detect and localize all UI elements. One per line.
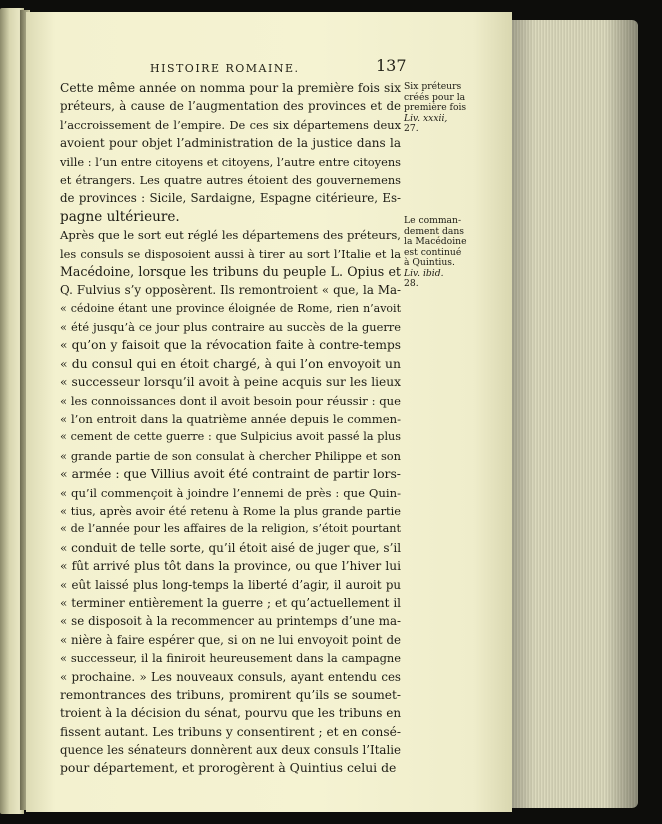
text-line: « conduit de telle sorte, qu’il étoit aisé de juger que, s’il: [60, 540, 402, 555]
note-line: dement dans: [404, 225, 464, 237]
running-header: HISTOIRE ROMAINE.: [150, 62, 300, 75]
text-line: quence les sénateurs donnèrent aux deux consuls l’Italie: [60, 743, 401, 758]
text-line: « cement de cette guerre : que Sulpicius avoit passé la plus: [60, 430, 401, 444]
text-line: « prochaine. » Les nouveaux consuls, ayant entendu ces: [60, 669, 401, 684]
note-reference-cont: 28.: [404, 278, 419, 289]
text-line: « du consul qui en étoit chargé, à qui l’on envoyoit un: [60, 355, 401, 371]
text-line: Q. Fulvius s’y opposèrent. Ils remontroient « que, la Ma-: [60, 283, 401, 298]
text-line: les consuls se disposoient aussi à tirer au sort l’Italie et la: [60, 246, 401, 261]
note-line: première fois: [404, 102, 467, 113]
text-line: avoient pour objet l’administration de la justice dans la: [60, 136, 401, 151]
margin-note-2: [404, 216, 488, 290]
text-line: fissent autant. Les tribuns y consentirent ; et en consé-: [60, 724, 401, 739]
note-line: créés pour la: [404, 91, 466, 103]
text-line: « tius, après avoir été retenu à Rome la plus grande partie: [60, 503, 401, 518]
main-text-block: [60, 79, 401, 778]
note-line: la Macédoine: [404, 236, 467, 247]
text-line: pagne ultérieure.: [60, 208, 180, 225]
text-line: « nière à faire espérer que, si on ne lui envoyoit point de: [60, 632, 401, 647]
text-line: pour département, et prorogèrent à Quintius celui de: [60, 760, 397, 776]
note-line: est continué: [404, 246, 462, 258]
note-reference: Liv. xxxii,: [404, 112, 448, 124]
text-line: « été jusqu’à ce jour plus contraire au succès de la guerre: [60, 320, 401, 335]
text-line: et étrangers. Les quatre autres étoient des gouvernemens: [60, 172, 401, 187]
page-number: 137: [376, 56, 407, 75]
text-line: « grande partie de son consulat à chercher Philippe et son: [60, 448, 401, 463]
text-line: ville : l’un entre citoyens et citoyens, l’autre entre citoyens: [60, 154, 401, 169]
note-line: Six préteurs: [404, 81, 462, 92]
text-line: « cédoine étant une province éloignée de Rome, rien n’avoit: [60, 301, 401, 315]
text-line: « de l’année pour les affaires de la religion, s’étoit pourtant: [60, 522, 401, 536]
text-line: troient à la décision du sénat, pourvu que les tribuns en: [60, 706, 402, 721]
note-line: à Quintius.: [404, 257, 455, 268]
text-line: « successeur lorsqu’il avoit à peine acquis sur les lieux: [60, 375, 401, 390]
text-line: l’accroissement de l’empire. De ces six départemens deux: [60, 117, 401, 132]
text-line: « se disposoit à la recommencer au printemps d’une ma-: [60, 614, 401, 629]
page-block-shade: [508, 20, 638, 808]
text-line: « les connoissances dont il avoit besoin pour réussir : que: [60, 393, 401, 408]
note-reference: Liv. ibid.: [404, 267, 444, 279]
text-line: remontrances des tribuns, promirent qu’ils se soumet-: [60, 687, 401, 702]
text-line: « fût arrivé plus tôt dans la province, ou que l’hiver lui: [60, 559, 401, 574]
margin-note-1: [404, 82, 488, 135]
text-line: Après que le sort eut réglé les départemens des préteurs,: [60, 228, 401, 243]
text-line: « qu’il commençoit à joindre l’ennemi de près : que Quin-: [60, 485, 401, 500]
text-line: « qu’on y faisoit que la révocation faite à contre-temps: [60, 338, 401, 353]
text-line: préteurs, à cause de l’augmentation des provinces et de: [60, 99, 401, 114]
text-line: de provinces : Sicile, Sardaigne, Espagne citérieure, Es-: [60, 191, 401, 206]
text-line: Cette même année on nomma pour la première fois six: [60, 81, 401, 95]
note-reference-cont: 27.: [404, 123, 419, 134]
text-line: « terminer entièrement la guerre ; et qu’actuellement il: [60, 595, 401, 610]
text-line: « eût laissé plus long-temps la liberté d’agir, il auroit pu: [60, 577, 401, 592]
text-line: « l’on entroit dans la quatrième année depuis le commen-: [60, 412, 401, 427]
text-line: « armée : que Villius avoit été contraint de partir lors-: [60, 466, 401, 482]
note-line: Le comman-: [404, 215, 462, 226]
text-line: Macédoine, lorsque les tribuns du peuple L. Opius et: [60, 263, 401, 279]
text-line: « successeur, il la finiroit heureusement dans la campagne: [60, 651, 401, 666]
